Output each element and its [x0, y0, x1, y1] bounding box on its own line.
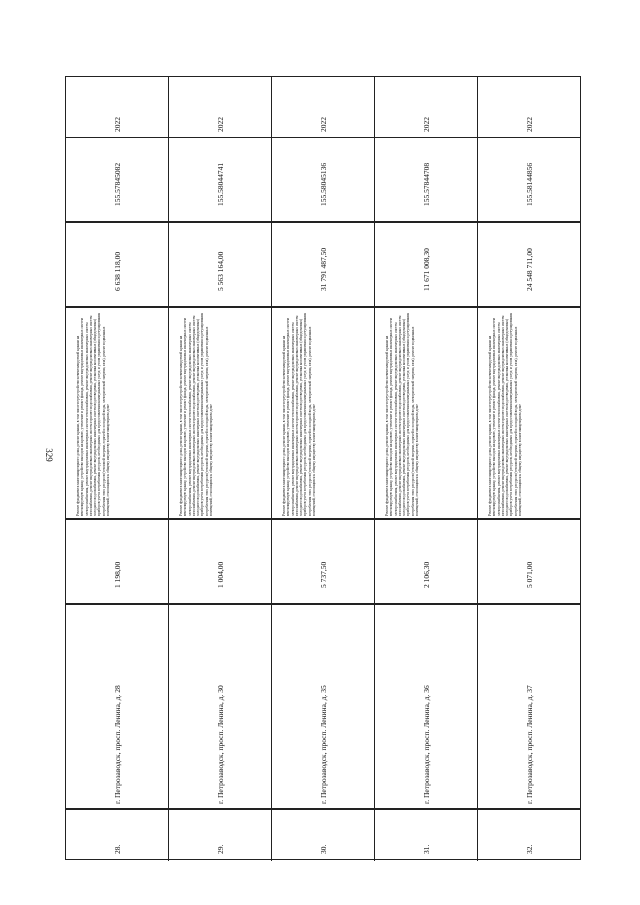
address-text: г. Петрозаводск, просп. Ленина, д. 35 [318, 685, 328, 804]
works-text: Ремонт фундамента многоквартирного дома, ремонт крыши, в том числе переустройство невентилируемой крыши на вентилируемую крышу, устройство выходов на кровлю, утепление и ремонт фасада, ремонт внутридомовых инженерных систем электроснабжения, ремонт внутридомовых инженерных систем теплоснабжения, ремонт внутридомовых инженерных систем газоснабжения, ремонт внутридомовых инженерных систем горячего водоснабжения, ремонт внутридомовых инженерных систем холодного водоснабжения, ремонт внутридомовых инженерных систем водоотведения, установка коллективных (общедомовых) приборов учета потребления ресурсов, необходимых для предоставления коммунальных услуг, и узлов управления и регулирования потребления этих ресурсов (тепловой энергии, горячей и холодной воды, электрической энергии, газа), ремонт подвальных помещений, относящихся к общему имуществу в многоквартирном доме [385, 312, 420, 516]
cell-year [169, 77, 271, 137]
area-text: 1 198,00 [112, 561, 122, 588]
cell-works [272, 307, 374, 519]
area-text: 1 004,00 [215, 561, 225, 588]
year-text: 2022 [112, 117, 122, 132]
cell-year [478, 77, 581, 137]
cadastral-text: 155.58044741 [215, 162, 225, 206]
table-row [375, 77, 478, 861]
year-text: 2022 [421, 117, 431, 132]
year-text: 2022 [524, 117, 534, 132]
cell-cadastral [375, 137, 477, 222]
num-text: 28. [112, 844, 122, 854]
works-text: Ремонт фундамента многоквартирного дома, ремонт крыши, в том числе переустройство невентилируемой крыши на вентилируемую крышу, устройство выходов на кровлю, утепление и ремонт фасада, ремонт внутридомовых инженерных систем электроснабжения, ремонт внутридомовых инженерных систем теплоснабжения, ремонт внутридомовых инженерных систем газоснабжения, ремонт внутридомовых инженерных систем горячего водоснабжения, ремонт внутридомовых инженерных систем холодного водоснабжения, ремонт внутридомовых инженерных систем водоотведения, установка коллективных (общедомовых) приборов учета потребления ресурсов, необходимых для предоставления коммунальных услуг, и узлов управления и регулирования потребления этих ресурсов (тепловой энергии, горячей и холодной воды, электрической энергии, газа), ремонт подвальных помещений, относящихся к общему имуществу в многоквартирном доме [488, 312, 523, 516]
table-row [272, 77, 375, 861]
cell-works [478, 307, 581, 519]
cost-text: 6 638 118,00 [112, 251, 122, 291]
cell-works [375, 307, 477, 519]
cell-works [169, 307, 271, 519]
area-text: 5 071,00 [524, 561, 534, 588]
cell-cost [478, 222, 581, 307]
num-text: 32. [524, 844, 534, 854]
cadastral-text: 155.58045136 [318, 162, 328, 206]
cell-cost [66, 222, 168, 307]
cadastral-text: 155.58144856 [524, 162, 534, 206]
address-text: г. Петрозаводск, просп. Ленина, д. 36 [421, 685, 431, 804]
address-text: г. Петрозаводск, просп. Ленина, д. 37 [524, 685, 534, 804]
cell-num [478, 809, 581, 859]
cadastral-text: 155.57844708 [421, 162, 431, 206]
cell-cadastral [478, 137, 581, 222]
num-text: 30. [318, 844, 328, 854]
num-text: 31. [421, 844, 431, 854]
address-text: г. Петрозаводск, просп. Ленина, д. 28 [112, 685, 122, 804]
cell-cadastral [66, 137, 168, 222]
cell-area [169, 519, 271, 604]
year-text: 2022 [215, 117, 225, 132]
num-text: 29. [215, 844, 225, 854]
cost-text: 31 791 487,50 [318, 247, 328, 291]
cell-cadastral [169, 137, 271, 222]
cell-num [272, 809, 374, 859]
table-row [169, 77, 272, 861]
table-row [478, 77, 581, 861]
page-number: 329 [44, 448, 54, 462]
cell-num [169, 809, 271, 859]
cost-text: 24 548 711,00 [524, 247, 534, 291]
cell-year [375, 77, 477, 137]
cost-text: 11 671 008,30 [421, 247, 431, 291]
cell-cost [375, 222, 477, 307]
cell-address [66, 604, 168, 809]
cell-area [272, 519, 374, 604]
cell-works [66, 307, 168, 519]
cell-num [66, 809, 168, 859]
table-row [66, 77, 169, 861]
cell-num [375, 809, 477, 859]
year-text: 2022 [318, 117, 328, 132]
cadastral-text: 155.57845082 [112, 162, 122, 206]
works-text: Ремонт фундамента многоквартирного дома, ремонт крыши, в том числе переустройство невентилируемой крыши на вентилируемую крышу, устройство выходов на кровлю, утепление и ремонт фасада, ремонт внутридомовых инженерных систем электроснабжения, ремонт внутридомовых инженерных систем теплоснабжения, ремонт внутридомовых инженерных систем газоснабжения, ремонт внутридомовых инженерных систем горячего водоснабжения, ремонт внутридомовых инженерных систем холодного водоснабжения, ремонт внутридомовых инженерных систем водоотведения, установка коллективных (общедомовых) приборов учета потребления ресурсов, необходимых для предоставления коммунальных услуг, и узлов управления и регулирования потребления этих ресурсов (тепловой энергии, горячей и холодной воды, электрической энергии, газа), ремонт подвальных помещений, относящихся к общему имуществу в многоквартирном доме [76, 312, 111, 516]
cost-text: 5 563 164,00 [215, 251, 225, 291]
cell-address [478, 604, 581, 809]
address-text: г. Петрозаводск, просп. Ленина, д. 30 [215, 685, 225, 804]
cell-area [478, 519, 581, 604]
works-table [65, 76, 581, 860]
area-text: 5 737,50 [318, 561, 328, 588]
cell-area [66, 519, 168, 604]
area-text: 2 106,30 [421, 561, 431, 588]
cell-year [272, 77, 374, 137]
cell-area [375, 519, 477, 604]
cell-cadastral [272, 137, 374, 222]
cell-address [272, 604, 374, 809]
works-text: Ремонт фундамента многоквартирного дома, ремонт крыши, в том числе переустройство невентилируемой крыши на вентилируемую крышу, устройство выходов на кровлю, утепление и ремонт фасада, ремонт внутридомовых инженерных систем электроснабжения, ремонт внутридомовых инженерных систем теплоснабжения, ремонт внутридомовых инженерных систем газоснабжения, ремонт внутридомовых инженерных систем горячего водоснабжения, ремонт внутридомовых инженерных систем холодного водоснабжения, ремонт внутридомовых инженерных систем водоотведения, установка коллективных (общедомовых) приборов учета потребления ресурсов, необходимых для предоставления коммунальных услуг, и узлов управления и регулирования потребления этих ресурсов (тепловой энергии, горячей и холодной воды, электрической энергии, газа), ремонт подвальных помещений, относящихся к общему имуществу в многоквартирном доме [282, 312, 317, 516]
cell-cost [169, 222, 271, 307]
cell-cost [272, 222, 374, 307]
cell-address [169, 604, 271, 809]
cell-address [375, 604, 477, 809]
works-text: Ремонт фундамента многоквартирного дома, ремонт крыши, в том числе переустройство невентилируемой крыши на вентилируемую крышу, устройство выходов на кровлю, утепление и ремонт фасада, ремонт внутридомовых инженерных систем электроснабжения, ремонт внутридомовых инженерных систем теплоснабжения, ремонт внутридомовых инженерных систем газоснабжения, ремонт внутридомовых инженерных систем горячего водоснабжения, ремонт внутридомовых инженерных систем холодного водоснабжения, ремонт внутридомовых инженерных систем водоотведения, установка коллективных (общедомовых) приборов учета потребления ресурсов, необходимых для предоставления коммунальных услуг, и узлов управления и регулирования потребления этих ресурсов (тепловой энергии, горячей и холодной воды, электрической энергии, газа), ремонт подвальных помещений, относящихся к общему имуществу в многоквартирном доме [179, 312, 214, 516]
cell-year [66, 77, 168, 137]
